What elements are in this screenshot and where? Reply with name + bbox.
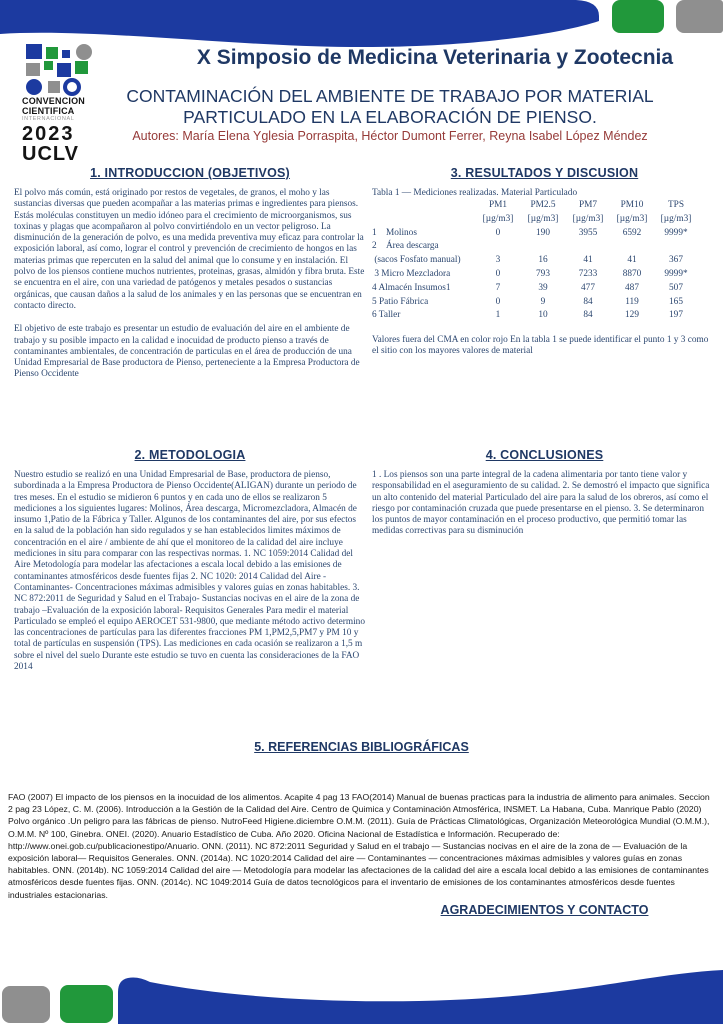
table-cell: 10 [538, 310, 548, 321]
poster-title-line1: CONTAMINACIÓN DEL AMBIENTE DE TRABAJO POR MATERIAL [126, 86, 654, 106]
table-cell: 41 [627, 255, 637, 266]
row-label: 6 Taller [372, 310, 401, 321]
table-unit-cell: [µg/m3] [572, 213, 604, 224]
table-row [372, 309, 698, 323]
table-cell: 487 [625, 282, 639, 293]
logo-org: UCLV [22, 143, 79, 165]
poster-title [120, 86, 660, 128]
table-note: Valores fuera del CMA en color rojo En la tabla 1 se puede identificar el punto 1 y 3 como el sitio con los mayores valores de material [372, 335, 709, 357]
table-col-header: TPS [667, 200, 685, 210]
logo-text-cientifica: CIENTIFICA [22, 106, 75, 116]
introduccion-paragraph-2: El objetivo de este trabajo es presentar un estudio de evaluación del aire en el ambiente de trabajo y su posible impacto en la calidad e inocuidad de producto pienso a través de contaminantes ambientales, de concentración de particulas en el área de producción de una Unidad Empresarial de Base productora de Pienso, perteneciente a la Empresa Productora de Pienso Occidente [14, 324, 360, 380]
section-conclusiones [372, 448, 717, 538]
table-cell: 0 [495, 296, 501, 307]
resultados-heading: 3. RESULTADOS Y DISCUSION [450, 166, 639, 180]
table-cell: 6592 [622, 227, 642, 238]
table-cell: 1 [495, 310, 501, 321]
logo-grid-icon [24, 44, 118, 96]
table-unit-cell: [µg/m3] [616, 213, 648, 224]
table-cell: 367 [669, 255, 683, 266]
table-cell [520, 240, 566, 254]
footer-green-square [60, 985, 113, 1023]
conference-title: X Simposio de Medicina Veterinaria y Zootecnia [196, 46, 674, 69]
table-row [372, 296, 698, 310]
header-gray-square [676, 0, 723, 33]
table-cell: 9999* [664, 268, 688, 279]
row-label: 5 Patio Fábrica [372, 296, 429, 307]
table-cell: 190 [536, 227, 550, 238]
logo-text-internacional: INTERNACIONAL [22, 116, 75, 122]
table-cell [566, 240, 610, 254]
table-col-header: PM2.5 [530, 200, 556, 210]
referencias-text: FAO (2007) El impacto de los piensos en la inocuidad de los alimentos. Acapite 4 pag 13 FAO(2014) Manual de buenas practicas para la industria de alimento para animales. Seccion 2 pag 23 López, C. M. (2006). Introducción a la Gestión de la Calidad del Aire. Centro de Quimica y Contaminación Atmosférica, INSMET. La Habana, Cuba. Manrique Pablo (2020) Polvo orgánico .Un peligro para las fábricas de pienso. NutroFeed Higiene.diciembre O.M.M. (2011). Guía de Prácticas Climatológicas, Organización Meteorológica Mundial (O.M.M.), O.M.M. Nº 100, Ginebra. ONEI. (2020). Anuario Estadístico de Cuba. Año 2020. Oficina Nacional de Estadística e Información. Recuperado de: http://www.onei.gob.cu/publicacionestipo/Anuario. ONN. (2011). NC 872:2011 Seguridad y Salud en el trabajo — Sustancias nocivas en el aire de la zona de — Evaluación de la exposición laboral— Requisitos Generales. ONN. (2014a). NC 1020:2014 Calidad del aire — Contaminantes — concentraciones máximas admisibles y valores guías en zonas habitables. ONN. (2014b). NC 1059:2014 Calidad del aire — Metodología para modelar las afectaciones de la calidad del aire a escala local debido a las emisiones de contaminantes atmosféricos desde fuentes fijas. ONN. (2014c). NC 1049:2014 Guía de datos tecnológicos para el inventario de emisiones de los contaminantes atmosféricos desde fuentes industriales estacionarias. [8, 792, 710, 900]
table-unit-cell: [µg/m3] [527, 213, 559, 224]
table-col-header: PM7 [578, 200, 598, 210]
poster-title-line2: PARTICULADO EN LA ELABORACIÓN DE PIENSO. [183, 107, 597, 127]
table-cell: 39 [538, 282, 548, 293]
table-cell: 0 [495, 268, 501, 279]
table-row [372, 282, 698, 296]
table-cell [610, 240, 654, 254]
row-label: 1 Molinos [372, 227, 417, 238]
section-metodologia [14, 448, 366, 673]
table-col-header: PM1 [488, 200, 508, 210]
row-label: 4 Almacén Insumos1 [372, 282, 451, 293]
table-row [372, 227, 698, 241]
table-cell: 477 [581, 282, 595, 293]
table-cell: 129 [625, 310, 639, 321]
table-unit-cell: [µg/m3] [660, 213, 692, 224]
table-cell: 197 [669, 310, 683, 321]
table-cell: 84 [583, 296, 593, 307]
footer-wave-icon [118, 970, 723, 1024]
conclusiones-paragraph: 1 . Los piensos son una parte integral de la cadena alimentaria por tanto tiene valor y responsabilidad en el aseguramiento de su calidad. 2. Se demostró el impacto que significa un alto contenido del material Particulado del aire para la salud de los obreros, así como el riesgo por contaminación cruzada que puede presentarse en el pienso. 3. Se determinaron los puntos de mayor contaminación en el proceso productivo, que permitió tomar las medidas correctivas para su disminución [372, 470, 710, 537]
header-green-square [612, 0, 664, 33]
table-cell: 507 [669, 282, 683, 293]
introduccion-paragraph-1: El polvo más común, está originado por restos de vegetales, de granos, el moho y las sustancias diversas que pueden acompañar a las materias primas e ingredientes para piensos. Estás moléculas constituyen un medio idóneo para el crecimiento de microorganismos, sus toxinas y plagas que acompañaron al polvo convirtiéndolo en un vector peligroso. La disminución de la generación de polvo, es una medida preventiva muy eficaz para controlar la exposición laboral, así como, lograr el control y prevención de crecimiento de hongos en las materias primas que repercuten en la salud del animal que lo consume y en instalación. El polvo de los piensos contiene muchos nutrientes, proteinas, grasas, almidón y fibra bruta. Este se encuentra en el aire, con una variedad de patógenos y metales pesados o sustancias orgánicas, que causan daños a la salud de los animales y en las personas que se encuentran en contacto directo. [14, 188, 365, 311]
referencias-heading: 5. REFERENCIAS BIBLIOGRÁFICAS [254, 740, 469, 754]
table-cell: 8870 [622, 268, 642, 279]
logo-year: 2023 [22, 123, 75, 145]
table-cell: 7233 [578, 268, 598, 279]
table-cell: 7 [495, 282, 501, 293]
logo-text-convencion: CONVENCION [22, 96, 86, 106]
table-header-row [372, 199, 698, 213]
table-cell: 119 [625, 296, 639, 307]
table-units-row [372, 213, 698, 227]
metodologia-heading: 2. METODOLOGIA [134, 448, 246, 462]
table-cell: 9999* [664, 227, 688, 238]
section-resultados [372, 166, 717, 358]
table-cell: 41 [583, 255, 593, 266]
table-cell: 3955 [578, 227, 598, 238]
row-label: (sacos Fosfato manual) [372, 255, 461, 266]
table-unit-cell: [µg/m3] [482, 213, 514, 224]
table-cell: 793 [536, 268, 550, 279]
introduccion-heading: 1. INTRODUCCION (OBJETIVOS) [90, 166, 290, 180]
table-cell: 165 [669, 296, 683, 307]
table-row [372, 268, 698, 282]
results-table [372, 199, 698, 323]
metodologia-paragraph: Nuestro estudio se realizó en una Unidad Empresarial de Base, productora de pienso, subordinada a la Empresa Productora de Pienso Occidente(ALIGAN) durante un periodo de tres meses. En el estudio se midieron 6 puntos y en cada uno de ellos se realizaron 5 mediciones a los siguientes lugares: Molinos, Área descarga, Micromezcladora, Almacén de insumo 1,Patio de la Fábrica y Taller. Algunos de los contaminantes del aire, por sus efectos en la salud de la población han sido regulados y se han establecidos limites máximos de concentración en el aire / ambiente de ahí que el monitoreo de la calidad del aire incluye mediciones in situ para comparar con las respectivas normas. 1. NC 1059:2014 Calidad del Aire Metodología para modelar las afectaciones a escala local debido a las emisiones de contaminantes atmosféricos desde fuentes fijas 2. NC 1020: 2014 Calidad del Aire -Contaminantes- Concentraciones máximas admisibles y valores guias en zonas habitables. 3. NC 872:2011 de Seguridad y Salud en el Trabajo- Sustancias nocivas en el aire de la zona de trabajo –Evaluación de la exposición laboral- Requisitos Generales Para medir el material Particulado se empleó el equipo AEROCET 531-9800, que mediante método activo determino las concentraciones de partículas para las diferentes fracciones PM 1,PM2,5,PM7 y PM 10 y total de partículas en suspensión (TPS). Las mediciones en cada ocasión se realizaron a 1,5 m sobre el nivel del suelo Durante este estudio se tuvo en cuenta las consideraciones de la FAO 2014 [14, 470, 365, 673]
table-cell [372, 213, 476, 227]
table-row [372, 240, 698, 254]
row-label: 2 Área descarga [372, 241, 439, 252]
table-cell [654, 240, 698, 254]
table-cell: 16 [538, 255, 548, 266]
agradecimientos-heading: AGRADECIMIENTOS Y CONTACTO [440, 903, 649, 917]
table-col-header [372, 199, 476, 213]
poster-authors: Autores: María Elena Yglesia Porraspita, Héctor Dumont Ferrer, Reyna Isabel López Méndez [132, 129, 648, 143]
section-introduccion [14, 166, 366, 381]
footer-gray-square [2, 986, 50, 1023]
table-col-header: PM10 [620, 200, 644, 210]
row-label: 3 Micro Mezcladora [372, 268, 451, 279]
table-caption: Tabla 1 — Mediciones realizadas. Material Particulado [372, 188, 578, 198]
table-cell: 3 [495, 255, 501, 266]
conclusiones-heading: 4. CONCLUSIONES [485, 448, 604, 462]
table-row [372, 254, 698, 268]
table-cell [476, 240, 520, 254]
table-cell: 84 [583, 310, 593, 321]
table-cell: 0 [495, 227, 501, 238]
table-cell: 9 [540, 296, 546, 307]
